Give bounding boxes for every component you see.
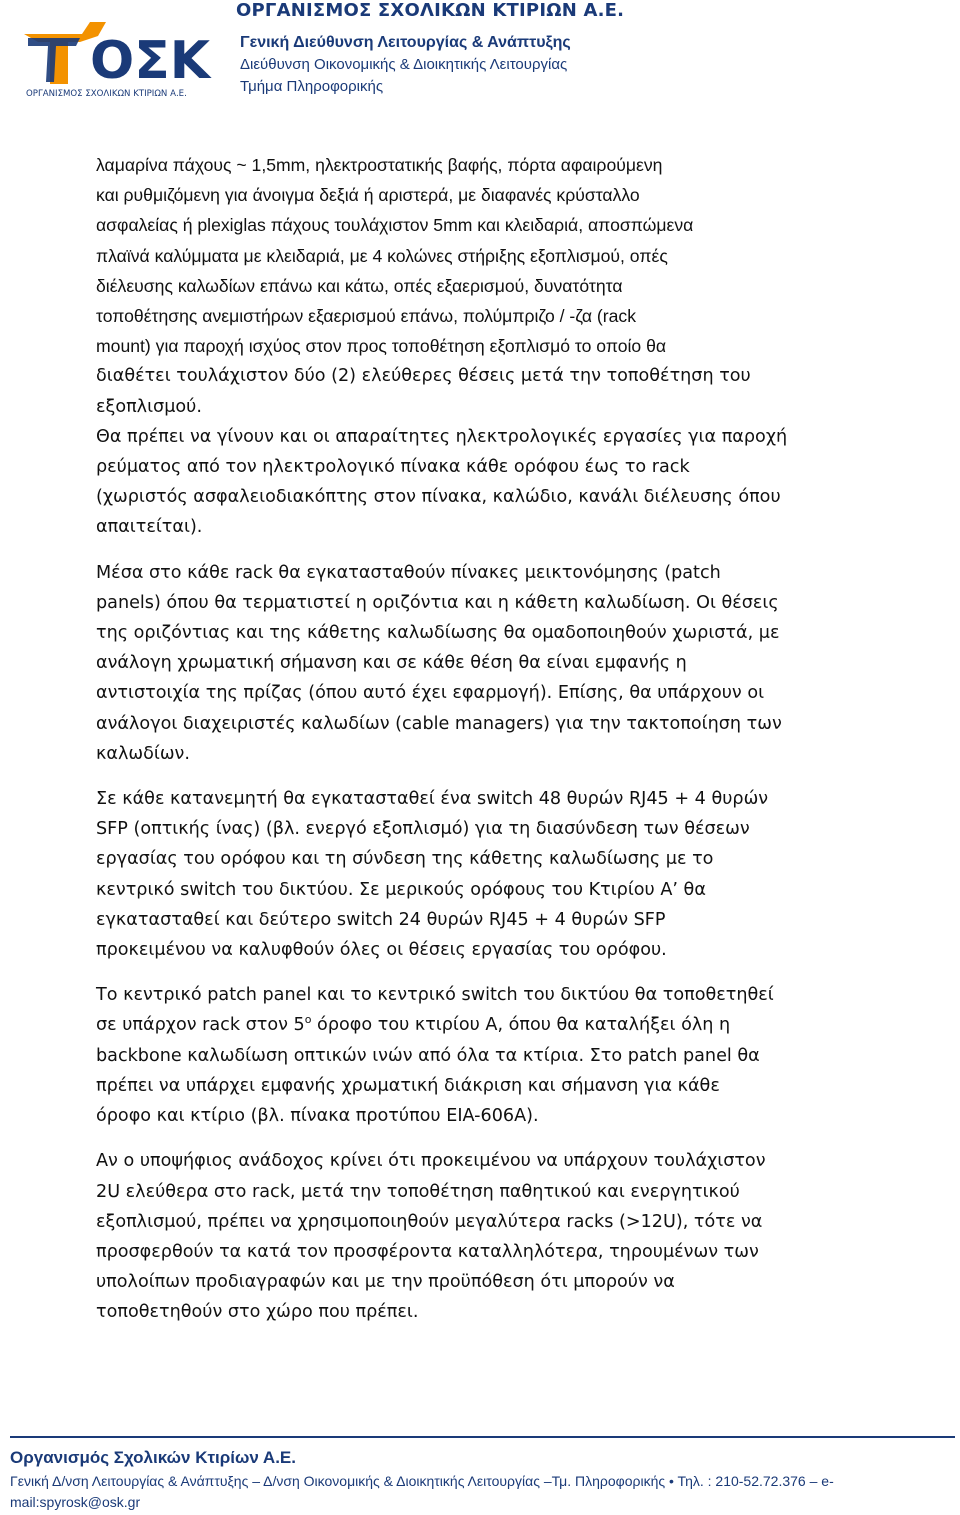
page-header bbox=[0, 0, 960, 110]
footer-contact-line: Γενική Δ/νση Λειτουργίας & Ανάπτυξης – Δ/νση Οικονομικής & Διοικητικής Λειτουργίας –Τμ. Πληροφορικής • Τηλ. : 210-52.72.376 – e- bbox=[10, 1473, 834, 1489]
text-line: διέλευσης καλωδίων επάνω και κάτω, οπές εξαερισμού, δυνατότητα bbox=[96, 275, 623, 296]
text-line: τοποθέτησης ανεμιστήρων εξαερισμού επάνω, πολύμπριζο / -ζα (rack bbox=[96, 306, 637, 327]
text-line: 2U ελεύθερα στο rack, μετά την τοποθέτηση παθητικού και ενεργητικού bbox=[96, 1181, 740, 1202]
paragraph-switches bbox=[96, 784, 876, 965]
superscript: ο bbox=[304, 1013, 312, 1027]
text-span: σε υπάρχον rack στον 5 bbox=[96, 1015, 305, 1036]
header-department: Τμήμα Πληροφορικής bbox=[240, 78, 384, 95]
text-line: (χωριστός ασφαλειοδιακόπτης στον πίνακα, καλώδιο, κανάλι διέλευσης όπου bbox=[96, 487, 781, 508]
logo-t-shape bbox=[28, 38, 80, 82]
text-line: προσφερθούν τα κατά τον προσφέροντα καταλληλότερα, τηρουμένων των bbox=[96, 1241, 759, 1262]
text-line: ανάλογοι διαχειριστές καλωδίων (cable managers) για την τακτοποίηση των bbox=[96, 713, 782, 734]
footer-org-name: Οργανισμός Σχολικών Κτιρίων Α.Ε. bbox=[10, 1448, 296, 1467]
text-line: εγκατασταθεί και δεύτερο switch 24 θυρών RJ45 + 4 θυρών SFP bbox=[96, 909, 666, 930]
text-line: καλωδίων. bbox=[96, 743, 190, 764]
text-line: εξοπλισμού. bbox=[96, 396, 202, 417]
text-line: απαιτείται). bbox=[96, 517, 203, 538]
text-line: λαμαρίνα πάχους ~ 1,5mm, ηλεκτροστατικής βαφής, πόρτα αφαιρούμενη bbox=[96, 155, 663, 175]
text-line: SFP (οπτικής ίνας) (βλ. ενεργό εξοπλισμό) για τη διασύνδεση των θέσεων bbox=[96, 819, 750, 840]
text-line: Σε κάθε κατανεμητή θα εγκατασταθεί ένα switch 48 θυρών RJ45 + 4 θυρών bbox=[96, 789, 769, 810]
header-directorate: Διεύθυνση Οικονομικής & Διοικητικής Λειτουργίας bbox=[240, 56, 568, 73]
text-line: Θα πρέπει να γίνουν και οι απαραίτητες ηλεκτρολογικές εργασίες για παροχή bbox=[96, 426, 788, 447]
text-line: της οριζόντιας και της κάθετης καλωδίωσης θα ομαδοποιηθούν χωριστά, με bbox=[96, 623, 780, 644]
text-line: προκειμένου να καλυφθούν όλες οι θέσεις εργασίας του ορόφου. bbox=[96, 940, 667, 961]
logo-main-text: ΟΣΚ bbox=[90, 31, 211, 91]
text-line: εξοπλισμού, πρέπει να χρησιμοποιηθούν μεγαλύτερα racks (>12U), τότε να bbox=[96, 1211, 763, 1232]
text-line: ανάλογη χρωματική σήμανση και σε κάθε θέση θα είναι εμφανής η bbox=[96, 653, 687, 674]
paragraph-patch-panels bbox=[96, 558, 876, 769]
text-line: εργασίας του ορόφου και τη σύνδεση της κάθετης καλωδίωσης με το bbox=[96, 849, 714, 870]
text-line: αντιστοιχία της πρίζας (όπου αυτό έχει εφαρμογή). Επίσης, θα υπάρχουν οι bbox=[96, 683, 765, 704]
header-org-title: ΟΡΓΑΝΙΣΜΟΣ ΣΧΟΛΙΚΩΝ ΚΤΙΡΙΩΝ Α.Ε. bbox=[236, 0, 625, 21]
text-line: όροφο και κτίριο (βλ. πίνακα προτύπου EIA-606A). bbox=[96, 1106, 539, 1127]
text-line: πρέπει να υπάρχει εμφανής χρωματική διάκριση και σήμανση για κάθε bbox=[96, 1075, 720, 1096]
text-line: backbone καλωδίωση οπτικών ινών από όλα τα κτίρια. Στο patch panel θα bbox=[96, 1045, 760, 1066]
paragraph-central-patch-panel bbox=[96, 980, 876, 1131]
document-body bbox=[96, 150, 876, 1328]
text-span: όροφο του κτιρίου Α, όπου θα καταλήξει όλη η bbox=[311, 1015, 731, 1036]
text-line: ρεύματος από τον ηλεκτρολογικό πίνακα κάθε ορόφου έως το rack bbox=[96, 457, 690, 478]
logo-sub-text: ΟΡΓΑΝΙΣΜΟΣ ΣΧΟΛΙΚΩΝ ΚΤΙΡΙΩΝ Α.Ε. bbox=[26, 89, 187, 98]
text-line: πλαϊνά καλύμματα με κλειδαριά, με 4 κολώνες στήριξης εξοπλισμού, οπές bbox=[96, 245, 668, 266]
footer-email-link[interactable]: mail:spyrosk@osk.gr bbox=[10, 1494, 141, 1510]
paragraph-rack-specs bbox=[96, 150, 876, 422]
text-line: ασφαλείας ή plexiglas πάχους τουλάχιστον 5mm και κλειδαριά, αποσπώμενα bbox=[96, 215, 694, 236]
text-line: κεντρικό switch του δικτύου. Σε μερικούς ορόφους του Κτιρίου Α’ θα bbox=[96, 879, 706, 900]
text-line bbox=[96, 1010, 876, 1040]
text-line: Αν ο υποψήφιος ανάδοχος κρίνει ότι προκειμένου να υπάρχουν τουλάχιστον bbox=[96, 1151, 766, 1172]
text-line: Μέσα στο κάθε rack θα εγκατασταθούν πίνακες μεικτονόμησης (patch bbox=[96, 562, 721, 583]
text-line: Το κεντρικό patch panel και το κεντρικό switch του δικτύου θα τοποθετηθεί bbox=[96, 985, 774, 1006]
text-line: mount) για παροχή ισχύος στον προς τοποθέτηση εξοπλισμό το οποίο θα bbox=[96, 336, 667, 357]
paragraph-electrical bbox=[96, 422, 876, 543]
text-line: τοποθετηθούν στο χώρο που πρέπει. bbox=[96, 1302, 419, 1323]
footer-divider bbox=[10, 1436, 955, 1438]
header-general-directorate: Γενική Διεύθυνση Λειτουργίας & Ανάπτυξης bbox=[240, 34, 571, 51]
osk-logo bbox=[20, 12, 225, 98]
text-line: panels) όπου θα τερματιστεί η οριζόντια και η κάθετη καλωδίωση. Οι θέσεις bbox=[96, 592, 779, 613]
text-line: και ρυθμιζόμενη για άνοιγμα δεξιά ή αριστερά, με διαφανές κρύσταλλο bbox=[96, 185, 640, 206]
text-line: διαθέτει τουλάχιστον δύο (2) ελεύθερες θέσεις μετά την τοποθέτηση του bbox=[96, 366, 751, 387]
text-line: υπολοίπων προδιαγραφών και με την προϋπόθεση ότι μπορούν να bbox=[96, 1272, 675, 1293]
paragraph-larger-racks bbox=[96, 1146, 876, 1327]
